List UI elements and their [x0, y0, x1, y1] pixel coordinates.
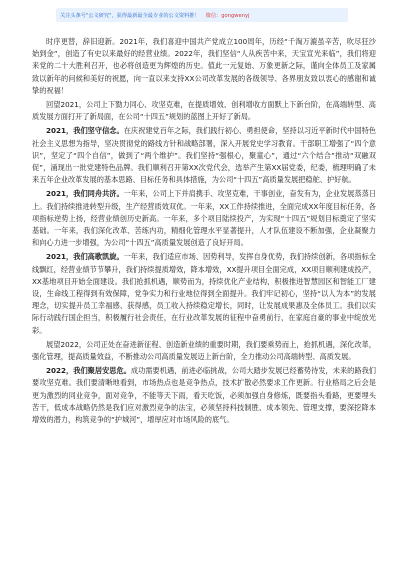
paragraph-outlook: [32, 339, 376, 363]
paragraph-together: [32, 188, 376, 249]
paragraph-intro: [32, 36, 376, 97]
paragraph-lead: 2021，我们高歌凯旋。: [46, 252, 124, 262]
paragraph-belief: [32, 125, 376, 186]
paragraph-text: 一年来，公司上下并肩携手、攻坚克难，干事创业，奋发有为，企业发展蒸蒸日上。我们持续推进转型升级，生产经营质效双优。一年来，XX工作持续推进，全面完成XX年度目标任务，各项指标逆势上扬，经营业绩创历史新高。一年来，多个项目陆续投产，为实现“十四五”规划目标奠定了坚实基础。一年来，我们深化改革、苦练内功，精细化管理水平显著提升，人才队伍建设不断加强，企业凝聚力和向心力进一步增强，为公司“十四五”高质量发展创造了良好开局。: [32, 189, 376, 248]
paragraph-lead: 2021，我们同舟共济。: [46, 189, 124, 199]
promo-banner[interactable]: [56, 8, 348, 22]
paragraph-text: 时序更替，辞旧迎新。2021年，我们喜迎中国共产党成立100周年，历经“千淘万漉虽辛苦，吹尽狂沙始到金”，创造了有史以来最好的经营业绩。2022年，我们坚信“人从疾苦中来，天宝宣光来临”，我们将迎来党的二十大胜利召开，也必将创造更为辉煌的历史。值此一元复始、万象更新之际，谨向全体员工及家属致以新年的问候和美好的祝愿，向一直以来支持XX公司改革发展的各级领导、各界朋友致以衷心的感谢和诚挚的祝福！: [32, 37, 376, 95]
banner-text: 关注头条号"公文研究"，获得最新最全最专业的公文资料推！: [60, 12, 200, 19]
document-body: [32, 36, 376, 428]
paragraph-lead: 2022，我们聚居安思危。: [46, 366, 131, 376]
paragraph-lead: 2021，我们坚守信念。: [46, 126, 124, 136]
paragraph-text: 成功需要机遇，前进必临挑战，公司大踏步发展已经蓄势待发，未来的路我们要攻坚克难。我们要清晰地看到，市场热点也是竞争热点，技术扩散必然要求工作更新。行业格局之后会是更为激烈的同业竞争，面对竞争，不能等天下雨，看天吃饭，必须加强自身修炼，既要指头看路，更要埋头苦干，低成本战略仍然是我们应对激烈竞争的法宝，必须坚持科技制胜、成本领先、管理支撑，要深挖降本增效的潜力，构筑竞争的“护城河”，增厚应对市场风险的底气。: [32, 366, 376, 425]
paragraph-vigilance: [32, 365, 376, 426]
paragraph-text: 展望2022，公司正处在奋进新征程、创造新业绩的重要时期，我们要乘势而上，抢抓机遇，深化改革，强化管理，提高质量效益，不断推动公司高质量发展迈上新台阶，全力推动公司高端转型、高质发展。: [32, 339, 376, 362]
paragraph-triumph: [32, 251, 376, 336]
paragraph-text: 回望2021，公司上下勠力同心、攻坚克难，在提质增效、创利增收方面默上下新台阶，在高端转型、高质发展方面打开了新局面，在公司“十四五”规划的蓝图上开好了新局。: [32, 100, 376, 122]
banner-wechat: 微信：gongwenyj: [205, 12, 250, 19]
paragraph-text: 在庆祝建党百年之际，我们践行初心、勇担使命，坚持以习近平新时代中国特色社会主义思想为指导，坚决贯彻党的路线方针和战略部署，深入开展党史学习教育。干部职工增强了“四个意识”，坚定了“四个自信”，做到了“两个维护”。我们坚持“强根心，聚童心”，通过“六个结合”推动“双融双促”，涌现出一批党建特色品牌。我们顺利召开第XX次党代会，选举产生第XX届党委，纪委，梳理明确了未来五年企业改革发展的基本思路、目标任务和具体措施，为公司“十四五”高质量发展把稳舵、护好航。: [32, 126, 376, 185]
paragraph-text: 一年来，我们适应市场、因势利导，发挥自身优势，我们持续创新，各项指标全线飘红，经营业绩节节攀升，我们持续提质增效，降本增效，XX提升项目全面完成，XX项目顺利建成投产，XX基地项目开始全面建设。我们抢抓机遇，顺势而为，持续优化产业结构，积极推进智慧园区和智能工厂建设，生命线工程得到有效保障，党争实力和行业地位得到全面提升。我们牢记初心，坚持“以人为本”的发展理念，切实提升员工幸福感、获得感，员工收入持续稳定增长，同时，让发展成果惠及全体员工。我们以实际行动践行国企担当，积极履行社会责任，在行业改革发展的征程中奋勇前行，在家庭自豪的事业中绽放光彩。: [32, 252, 376, 335]
paragraph-review: [32, 99, 376, 123]
